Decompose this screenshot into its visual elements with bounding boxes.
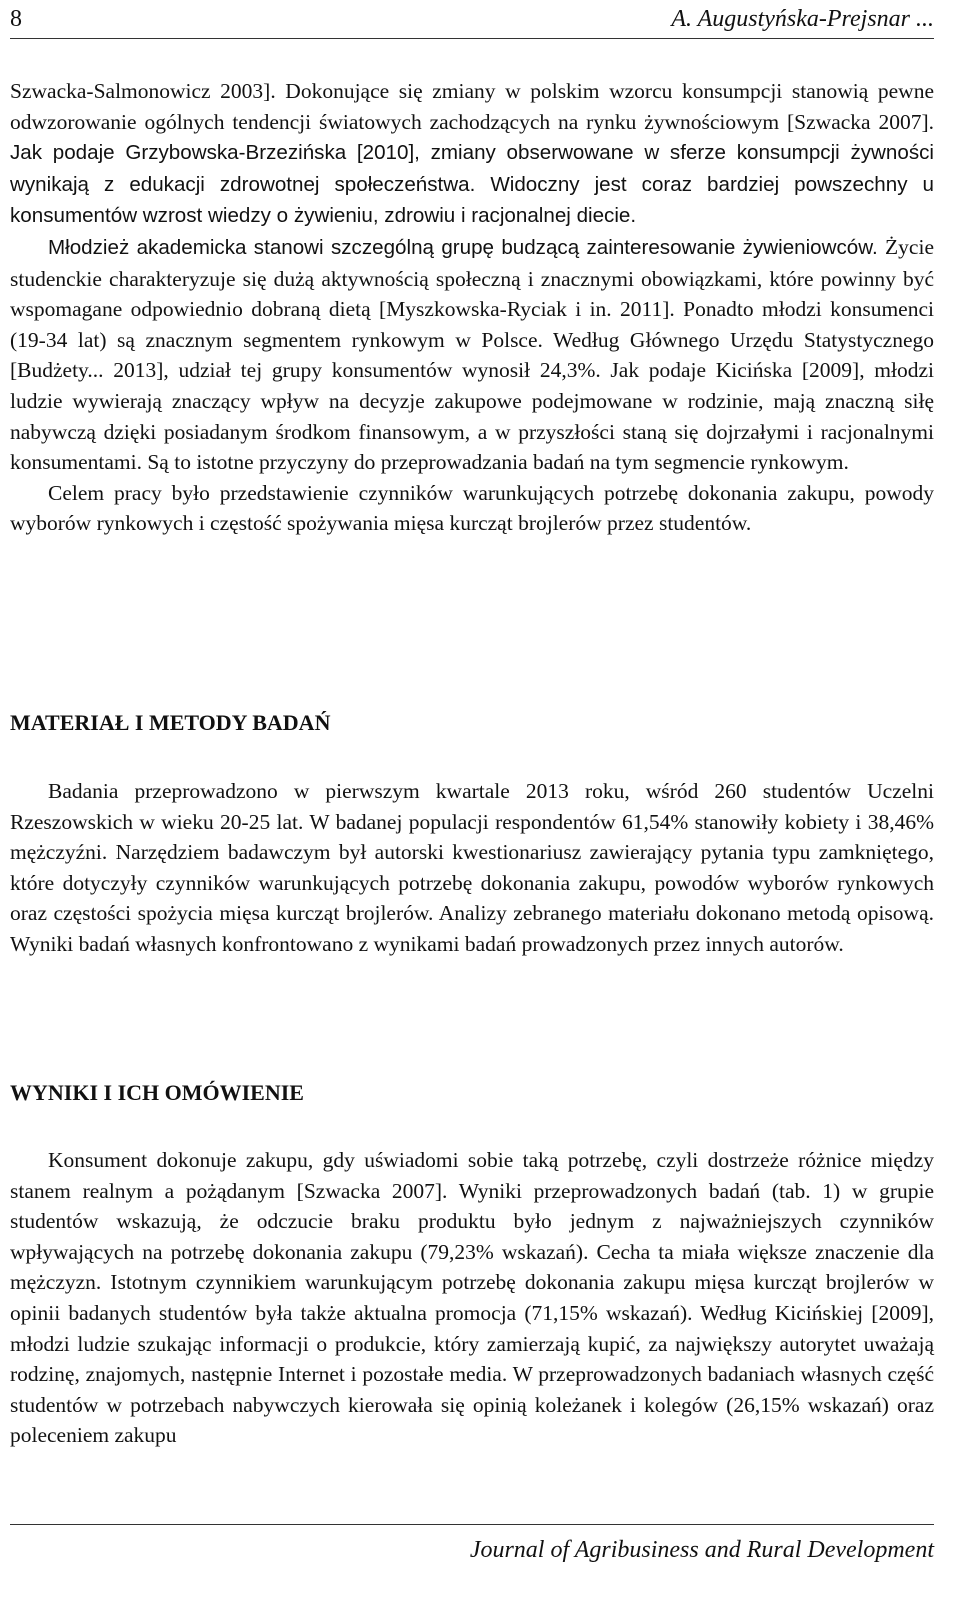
intro-paragraph-1 — [10, 76, 934, 232]
methods-section — [10, 776, 934, 960]
intro-paragraph-2-serif: Życie studenckie charakteryzuje się dużą aktywnością społeczną i znacznymi obowiązkami, które powinny być wspomagane odpowiednio dobraną dietą [Myszkowska-Ryciak i in. 2011]. Ponadto młodzi konsumenci (19-34 lat) są znacznym segmentem rynkowym w Polsce. Według Głównego Urzędu Statystycznego [Budżety... 2013], udział tej grupy konsumentów wynosił 24,3%. Jak podaje Kicińska [2009], młodzi ludzie wywierają znaczący wpływ na decyzje zakupowe podejmowane w rodzinie, mają znaczną siłę nabywczą dzięki posiadanym środkom finansowym, a w przyszłości staną się dojrzałymi i racjonalnymi konsumentami. Są to istotne przyczyny do przeprowadzania badań na tym segmencie rynkowym. — [10, 234, 934, 475]
section-heading-methods: MATERIAŁ I METODY BADAŃ — [10, 710, 331, 735]
running-head: A. Augustyńska-Prejsnar ... — [671, 6, 934, 32]
methods-paragraph: Badania przeprowadzono w pierwszym kwartale 2013 roku, wśród 260 studentów Uczelni Rzeszowskich w wieku 20-25 lat. W badanej populacji respondentów 61,54% stanowiły kobiety i 38,46% mężczyźni. Narzędziem badawczym był autorski kwestionariusz zawierający pytania typu zamkniętego, które dotyczyły czynników warunkujących potrzebę dokonania zakupu, powodów wyborów rynkowych oraz częstości spożycia mięsa kurcząt brojlerów. Analizy zebranego materiału dokonano metodą opisową. Wyniki badań własnych konfrontowano z wynikami badań prowadzonych przez innych autorów. — [10, 779, 934, 956]
intro-paragraph-3: Celem pracy było przedstawienie czynników warunkujących potrzebę dokonania zakupu, powody wyborów rynkowych i częstość spożywania mięsa kurcząt brojlerów przez studentów. — [10, 480, 934, 536]
intro-paragraph-1-serif: Szwacka-Salmonowicz 2003]. Dokonujące się zmiany w polskim wzorcu konsumpcji stanowią pewne odwzorowanie ogólnych tendencji światowych zachodzących na rynku żywnościowym [Szwacka 2007]. — [10, 79, 934, 134]
page-header — [10, 0, 934, 39]
journal-name: Journal of Agribusiness and Rural Development — [469, 1537, 934, 1563]
intro-paragraph-2 — [10, 232, 934, 478]
section-heading-results: WYNIKI I ICH OMÓWIENIE — [10, 1080, 304, 1105]
results-section — [10, 1145, 934, 1451]
intro-section — [10, 76, 934, 539]
results-paragraph: Konsument dokonuje zakupu, gdy uświadomi sobie taką potrzebę, czyli dostrzeże różnice między stanem realnym a pożądanym [Szwacka 2007]. Wyniki przeprowadzonych badań (tab. 1) w grupie studentów wskazują, że odczucie braku produktu było jednym z najważniejszych czynników wpływających na potrzebę dokonania zakupu (79,23% wskazań). Cecha ta miała większe znaczenie dla mężczyzn. Istotnym czynnikiem warunkującym potrzebę dokonania zakupu mięsa kurcząt brojlerów w opinii badanych studentów była także aktualna promocja (71,15% wskazań). Według Kicińskiej [2009], młodzi ludzie szukając informacji o produkcie, który zamierzają kupić, za największy autorytet uważają rodzinę, znajomych, następnie Internet i pozostałe media. W przeprowadzonych badaniach własnych część studentów w potrzebach nabywczych kierowała się opinią koleżanek i kolegów (26,15% wskazań) oraz poleceniem zakupu — [10, 1148, 934, 1448]
intro-paragraph-2-sans: Młodzież akademicka stanowi szczególną grupę budzącą zainteresowanie żywieniowców. — [48, 235, 886, 259]
intro-paragraph-1-sans: Jak podaje Grzybowska-Brzezińska [2010], zmiany obserwowane w sferze konsumpcji żywności wynikają z edukacji zdrowotnej społeczeństwa. Widoczny jest coraz bardziej powszechny u konsumentów wzrost wiedzy o żywieniu, zdrowiu i racjonalnej diecie. — [10, 141, 934, 228]
page-number: 8 — [10, 6, 22, 32]
page-footer — [10, 1524, 934, 1563]
